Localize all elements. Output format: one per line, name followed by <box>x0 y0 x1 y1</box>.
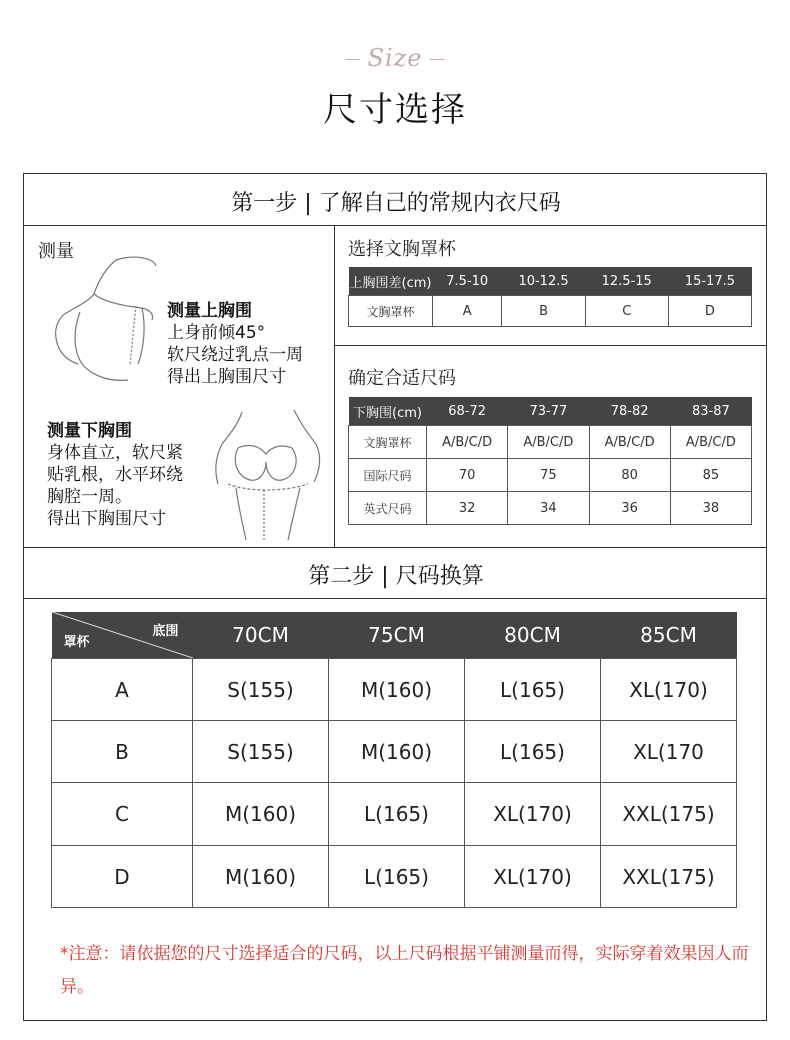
lower-bust-line: 贴乳根，水平环绕 <box>47 465 183 485</box>
page-title: 尺寸选择 <box>323 90 467 130</box>
cup-header-cell: 15-17.5 <box>668 267 751 296</box>
conversion-row <box>52 783 737 846</box>
size-value: XL(170) <box>465 846 601 908</box>
size-value: M(160) <box>329 721 465 783</box>
size-cell: 32 <box>427 492 508 525</box>
lower-bust-illustration <box>208 404 326 544</box>
size-header-cell: 83-87 <box>670 397 751 426</box>
cup-label: C <box>52 783 193 846</box>
size-cell: 38 <box>670 492 751 525</box>
conversion-row <box>52 659 737 721</box>
column-header: 75CM <box>329 612 465 659</box>
cup-label: D <box>52 846 193 908</box>
size-value: XL(170 <box>601 721 737 783</box>
size-section-label: 确定合适尺码 <box>348 368 456 389</box>
size-table-header <box>349 397 752 426</box>
column-header: 80CM <box>465 612 601 659</box>
size-value: M(160) <box>193 846 329 908</box>
cup-section-label: 选择文胸罩杯 <box>348 239 456 260</box>
divider <box>334 225 335 547</box>
cup-row-header: 文胸罩杯 <box>349 296 433 327</box>
cup-cell: A <box>433 296 502 327</box>
cup-label: B <box>52 721 193 783</box>
lower-bust-instructions <box>47 420 183 530</box>
upper-bust-line: 软尺绕过乳点一周 <box>167 345 303 365</box>
lower-bust-line: 胸腔一周。 <box>47 487 132 507</box>
lower-bust-heading: 测量下胸围 <box>47 421 132 441</box>
cup-header-cell: 10-12.5 <box>502 267 585 296</box>
size-cell: 75 <box>508 459 589 492</box>
size-header-cell: 73-77 <box>508 397 589 426</box>
size-cell: A/B/C/D <box>589 426 670 459</box>
cup-label: A <box>52 659 193 721</box>
lower-bust-line: 身体直立，软尺紧 <box>47 443 183 463</box>
cup-header-cell: 7.5-10 <box>433 267 502 296</box>
size-row-header: 文胸罩杯 <box>349 426 427 459</box>
size-cell: A/B/C/D <box>427 426 508 459</box>
size-header-cell: 下胸围(cm) <box>349 397 427 426</box>
size-value: XXL(175) <box>601 846 737 908</box>
size-table-row <box>349 492 752 525</box>
size-cell: 36 <box>589 492 670 525</box>
size-cell: 70 <box>427 459 508 492</box>
size-value: L(165) <box>329 846 465 908</box>
conversion-table <box>51 612 737 908</box>
size-value: XL(170) <box>601 659 737 721</box>
conversion-header <box>52 612 737 659</box>
cup-header-cell: 12.5-15 <box>585 267 668 296</box>
divider <box>24 598 766 599</box>
size-cell: A/B/C/D <box>670 426 751 459</box>
size-value: XXL(175) <box>601 783 737 846</box>
upper-bust-heading: 测量上胸围 <box>167 301 252 321</box>
size-cell: A/B/C/D <box>508 426 589 459</box>
size-note: *注意：请依据您的尺寸选择适合的尺码，以上尺码根据平铺测量而得，实际穿着效果因人而异。 <box>60 944 749 997</box>
corner-top-label: 底围 <box>152 624 179 639</box>
conversion-row <box>52 846 737 908</box>
cup-table <box>348 267 752 327</box>
corner-cell <box>52 612 193 659</box>
divider <box>24 547 766 548</box>
size-row-header: 英式尺码 <box>349 492 427 525</box>
upper-bust-instructions <box>167 300 303 388</box>
step1-title: 第一步 | 了解自己的常规内衣尺码 <box>231 191 561 216</box>
size-row-header: 国际尺码 <box>349 459 427 492</box>
size-value: L(165) <box>465 721 601 783</box>
divider <box>334 345 766 346</box>
cup-table-row <box>349 296 752 327</box>
size-table <box>348 397 752 525</box>
column-header: 85CM <box>601 612 737 659</box>
size-table-row <box>349 459 752 492</box>
upper-bust-illustration <box>44 252 168 388</box>
cup-header-cell: 上胸围差(cm) <box>349 267 433 296</box>
size-value: S(155) <box>193 721 329 783</box>
size-value: M(160) <box>329 659 465 721</box>
size-value: M(160) <box>193 783 329 846</box>
column-header: 70CM <box>193 612 329 659</box>
divider <box>24 225 766 226</box>
conversion-row <box>52 721 737 783</box>
size-value: S(155) <box>193 659 329 721</box>
upper-bust-line: 得出上胸围尺寸 <box>167 367 286 387</box>
size-table-row <box>349 426 752 459</box>
cup-cell: B <box>502 296 585 327</box>
cup-table-header <box>349 267 752 296</box>
size-decoration: Size <box>0 44 790 72</box>
measure-label: 测量 <box>38 241 74 262</box>
size-cell: 80 <box>589 459 670 492</box>
lower-bust-line: 得出下胸围尺寸 <box>47 509 166 529</box>
upper-bust-line: 上身前倾45° <box>167 323 266 343</box>
size-value: L(165) <box>329 783 465 846</box>
size-cell: 34 <box>508 492 589 525</box>
size-cell: 85 <box>670 459 751 492</box>
corner-bottom-label: 罩杯 <box>63 635 90 650</box>
size-value: XL(170) <box>465 783 601 846</box>
size-value: L(165) <box>465 659 601 721</box>
size-header-cell: 68-72 <box>427 397 508 426</box>
cup-cell: C <box>585 296 668 327</box>
size-header-cell: 78-82 <box>589 397 670 426</box>
step2-title: 第二步 | 尺码换算 <box>308 564 484 589</box>
cup-cell: D <box>668 296 751 327</box>
